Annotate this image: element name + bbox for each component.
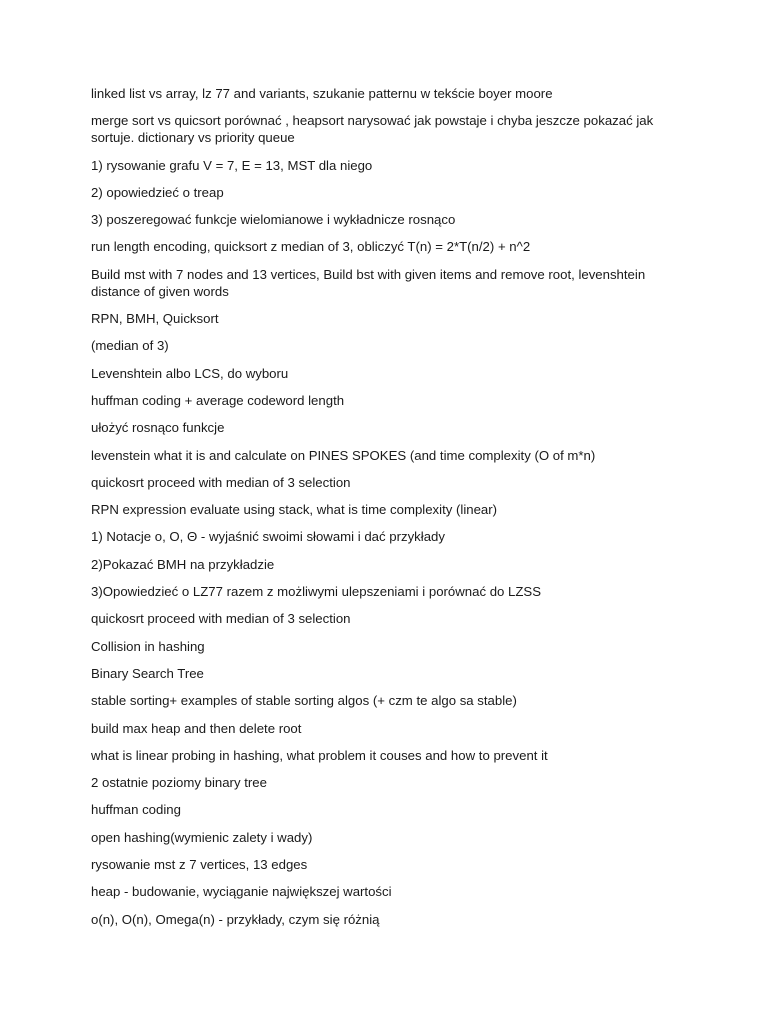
text-line: 2) opowiedzieć o treap [91, 184, 224, 200]
text-line: 3)Opowiedzieć o LZ77 razem z możliwymi ulepszeniami i porównać do LZSS [91, 584, 542, 600]
text-line: 2)Pokazać BMH na przykładzie [91, 556, 275, 572]
text-line: ułożyć rosnąco funkcje [91, 420, 225, 436]
text-line: 1) Notacje o, O, Θ - wyjaśnić swoimi słowami i dać przykłady [91, 529, 445, 545]
text-line: run length encoding, quicksort z median of 3, obliczyć T(n) = 2*T(n/2) + n^2 [91, 239, 531, 255]
text-line: quickosrt proceed with median of 3 selection [91, 474, 351, 490]
text-line: RPN, BMH, Quicksort [91, 311, 219, 327]
text-line: stable sorting+ examples of stable sorting algos (+ czm te algo sa stable) [91, 693, 517, 709]
text-line: linked list vs array, lz 77 and variants, szukanie patternu w tekście boyer moore [91, 86, 553, 101]
text-line: 2 ostatnie poziomy binary tree [91, 775, 267, 791]
text-line: huffman coding [91, 802, 181, 818]
document-page [91, 85, 671, 938]
text-line: heap - budowanie, wyciąganie największej wartości [91, 884, 392, 900]
text-line: Levenshtein albo LCS, do wyboru [91, 365, 289, 381]
text-line: huffman coding + average codeword length [91, 392, 345, 408]
text-line: 1) rysowanie grafu V = 7, E = 13, MST dla niego [91, 157, 373, 173]
text-line: merge sort vs quicsort porównać , heapsort narysować jak powstaje i chyba jeszcze pokazać jak sortuje. dictionary vs priority queue [91, 113, 654, 146]
text-line: open hashing(wymienic zalety i wady) [91, 829, 313, 845]
text-line: o(n), O(n), Omega(n) - przykłady, czym się różnią [91, 911, 380, 927]
text-line: what is linear probing in hashing, what problem it couses and how to prevent it [91, 747, 548, 763]
text-line: quickosrt proceed with median of 3 selection [91, 611, 351, 627]
text-line: build max heap and then delete root [91, 720, 302, 736]
text-line: (median of 3) [91, 338, 169, 354]
text-line: Binary Search Tree [91, 665, 204, 681]
text-line: RPN expression evaluate using stack, what is time complexity (linear) [91, 502, 498, 518]
text-line: rysowanie mst z 7 vertices, 13 edges [91, 857, 308, 873]
text-line: levenstein what it is and calculate on PINES SPOKES (and time complexity (O of m*n) [91, 447, 596, 463]
text-line: Build mst with 7 nodes and 13 vertices, Build bst with given items and remove root, levenshtein distance of given words [91, 266, 646, 299]
text-line: Collision in hashing [91, 638, 205, 654]
text-line: 3) poszeregować funkcje wielomianowe i wykładnicze rosnąco [91, 212, 456, 228]
